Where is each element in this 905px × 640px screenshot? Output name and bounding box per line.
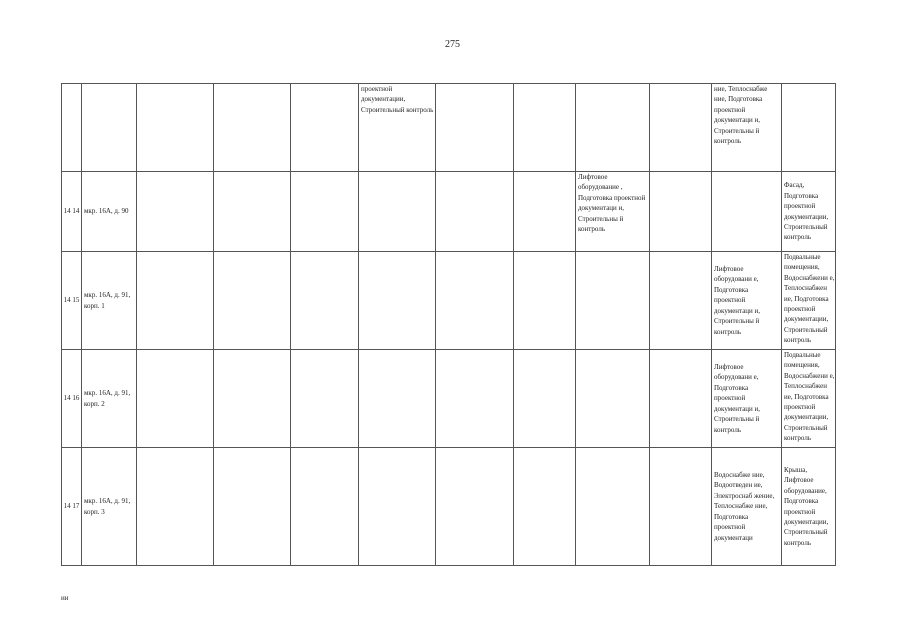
row-number-cell [62, 84, 82, 172]
empty-cell [650, 172, 712, 252]
empty-cell [436, 252, 514, 350]
work-types-cell [359, 448, 436, 566]
row-number-cell: 14 16 [62, 350, 82, 448]
table-row [62, 84, 836, 172]
work-types-cell: Подвальные помещения, Водоснабжени е, Теплоснабжен ие, Подготовка проектной документации, Строительный контроль [782, 252, 836, 350]
empty-cell [514, 172, 576, 252]
empty-cell [214, 448, 291, 566]
empty-cell [514, 84, 576, 172]
table-row [62, 252, 836, 350]
address-cell: мкр. 16А, д. 91, корп. 2 [82, 350, 137, 448]
work-types-cell [359, 350, 436, 448]
empty-cell [214, 350, 291, 448]
empty-cell [436, 448, 514, 566]
empty-cell [137, 252, 214, 350]
work-types-cell [576, 252, 650, 350]
empty-cell [291, 252, 359, 350]
footer-text: ии [61, 594, 69, 602]
empty-cell [650, 84, 712, 172]
empty-cell [137, 350, 214, 448]
work-types-cell: ние, Теплоснабже ние, Подготовка проектной документаци и, Строительны й контроль [712, 84, 782, 172]
table-row [62, 172, 836, 252]
work-types-cell: Фасад, Подготовка проектной документации, Строительный контроль [782, 172, 836, 252]
empty-cell [291, 448, 359, 566]
work-types-cell [359, 172, 436, 252]
work-types-cell: Лифтовое оборудовани е, Подготовка проектной документаци и, Строительны й контроль [712, 350, 782, 448]
empty-cell [650, 350, 712, 448]
work-types-cell: Лифтовое оборудование , Подготовка проектной документаци и, Строительны й контроль [576, 172, 650, 252]
work-types-cell: Подвальные помещения, Водоснабжени е, Теплоснабжен ие, Подготовка проектной документации, Строительный контроль [782, 350, 836, 448]
empty-cell [650, 252, 712, 350]
row-number-cell: 14 15 [62, 252, 82, 350]
address-cell: мкр. 16А, д. 91, корп. 1 [82, 252, 137, 350]
row-number-cell: 14 14 [62, 172, 82, 252]
empty-cell [137, 448, 214, 566]
address-cell [82, 84, 137, 172]
work-types-cell [782, 84, 836, 172]
empty-cell [214, 252, 291, 350]
empty-cell [137, 84, 214, 172]
address-cell: мкр. 16А, д. 90 [82, 172, 137, 252]
work-types-cell: Лифтовое оборудовани е, Подготовка проектной документаци и, Строительны й контроль [712, 252, 782, 350]
empty-cell [291, 172, 359, 252]
empty-cell [436, 350, 514, 448]
empty-cell [436, 84, 514, 172]
address-cell: мкр. 16А, д. 91, корп. 3 [82, 448, 137, 566]
empty-cell [514, 448, 576, 566]
work-types-cell: проектной документации, Строительный контроль [359, 84, 436, 172]
repair-schedule-table [61, 83, 836, 566]
work-types-cell [576, 350, 650, 448]
empty-cell [650, 448, 712, 566]
work-types-cell [576, 84, 650, 172]
empty-cell [291, 84, 359, 172]
empty-cell [291, 350, 359, 448]
work-types-cell [576, 448, 650, 566]
work-types-cell [359, 252, 436, 350]
empty-cell [137, 172, 214, 252]
page-number: 275 [445, 39, 460, 50]
empty-cell [514, 350, 576, 448]
empty-cell [436, 172, 514, 252]
work-types-cell: Крыша, Лифтовое оборудование, Подготовка проектной документации, Строительный контроль [782, 448, 836, 566]
empty-cell [214, 84, 291, 172]
work-types-cell: Водоснабже ние, Водоотведен ие, Электроснаб жение, Теплоснабже ние, Подготовка проектной документаци [712, 448, 782, 566]
work-types-cell [712, 172, 782, 252]
empty-cell [514, 252, 576, 350]
table-row [62, 350, 836, 448]
table-row [62, 448, 836, 566]
row-number-cell: 14 17 [62, 448, 82, 566]
empty-cell [214, 172, 291, 252]
